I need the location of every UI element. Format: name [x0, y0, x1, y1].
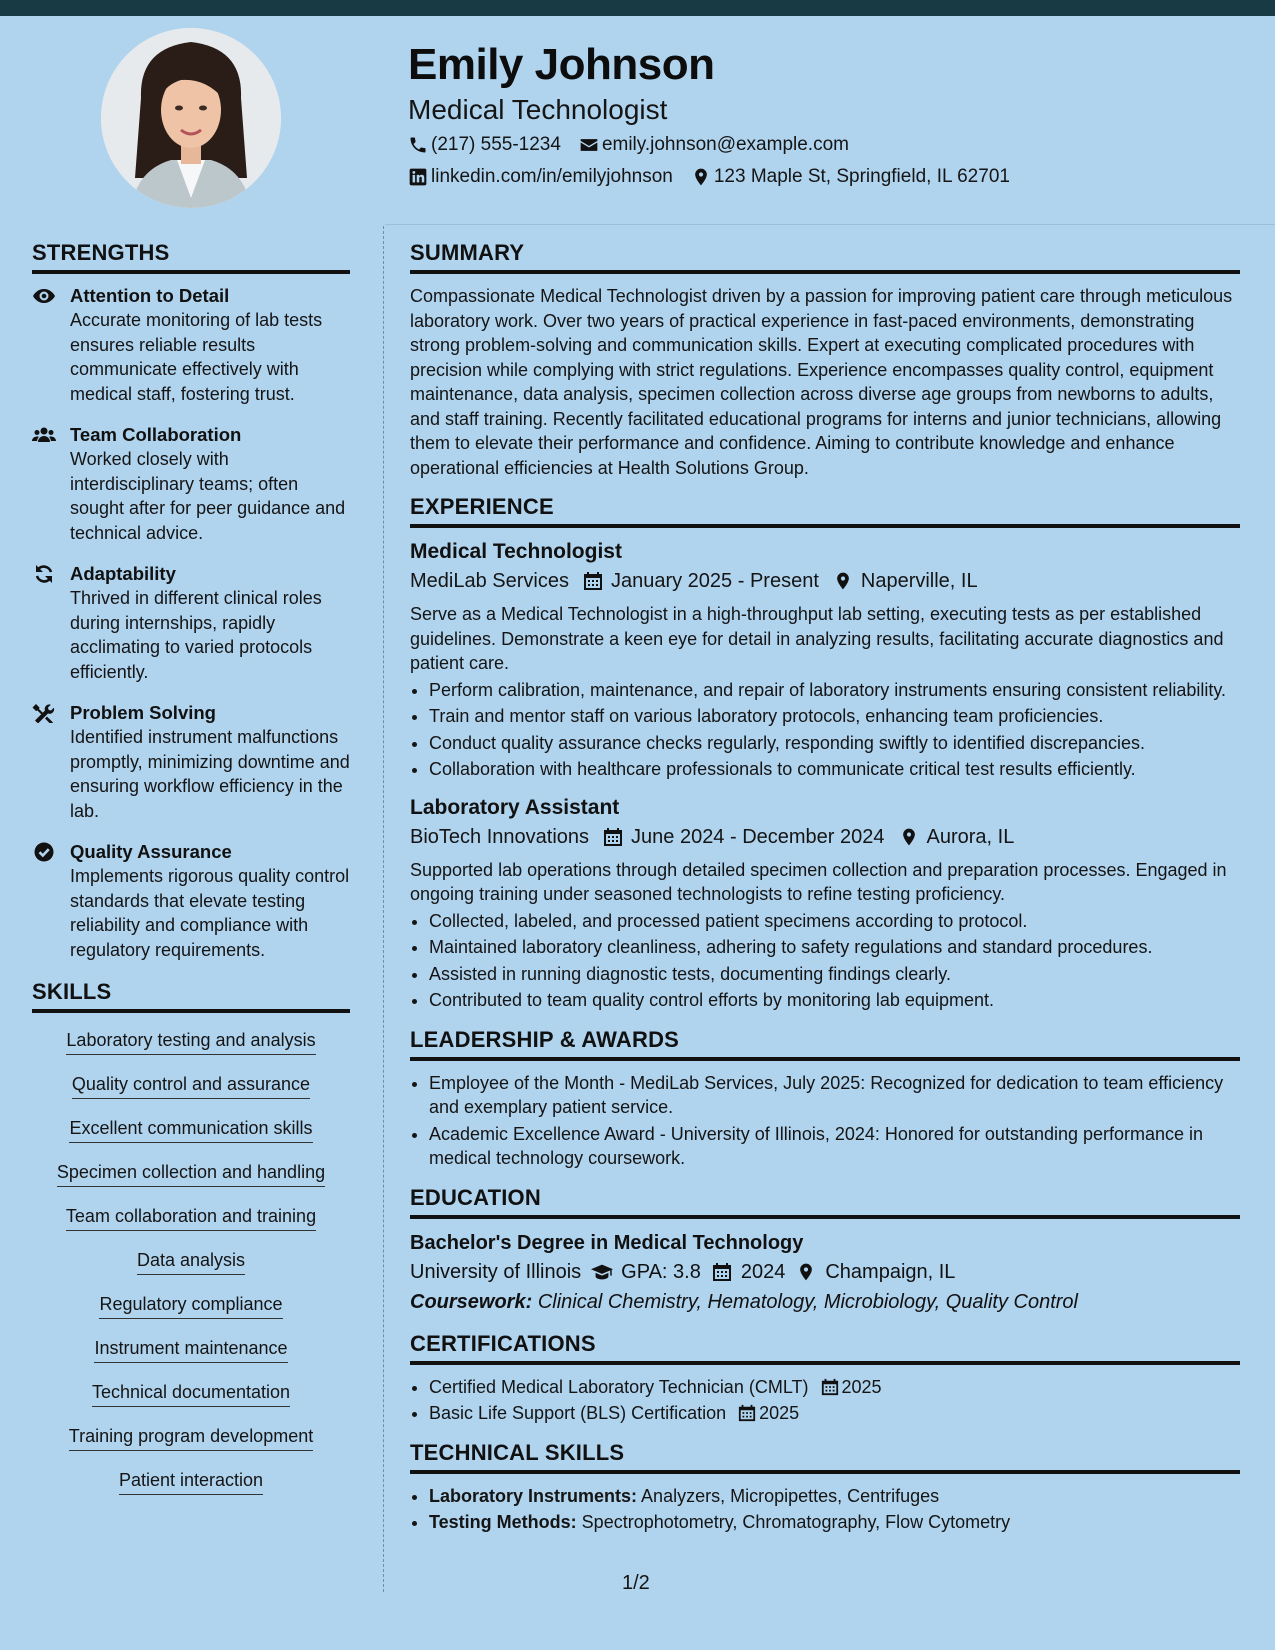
- strength-item: [32, 562, 350, 684]
- map-marker-icon: [795, 1262, 817, 1282]
- strengths-heading: STRENGTHS: [32, 240, 350, 274]
- list-item: • Perform calibration, maintenance, and repair of laboratory instruments ensuring consistent reliability.: [429, 678, 1240, 703]
- school-name: University of Illinois: [410, 1260, 582, 1283]
- skill-item: Data analysis: [137, 1250, 245, 1275]
- skill-item: Training program development: [69, 1426, 313, 1451]
- profile-photo: [101, 28, 281, 208]
- tech-value: Analyzers, Micropipettes, Centrifuges: [641, 1485, 940, 1506]
- education-meta: [410, 1257, 1240, 1287]
- calendar-icon: [738, 1404, 756, 1422]
- skill-item: Instrument maintenance: [94, 1338, 287, 1363]
- graduation-cap-icon: [591, 1262, 613, 1282]
- graduation-year: 2024: [740, 1260, 786, 1283]
- technical-skills-heading: TECHNICAL SKILLS: [410, 1440, 1240, 1474]
- job-meta: [410, 566, 1240, 596]
- strength-desc: Accurate monitoring of lab tests ensures reliable results communicate effectively with medical staff, fostering trust.: [70, 310, 323, 404]
- map-marker-icon: [691, 167, 711, 187]
- job-title: Medical Technologist: [408, 94, 668, 125]
- users-icon: [32, 425, 56, 445]
- email-text: emily.johnson@example.com: [601, 134, 849, 155]
- skills-list: [32, 1023, 350, 1495]
- tech-value: Spectrophotometry, Chromatography, Flow Cytometry: [581, 1512, 1011, 1532]
- skill-item: Quality control and assurance: [72, 1074, 310, 1099]
- address-text: 123 Maple St, Springfield, IL 62701: [713, 166, 1010, 187]
- summary-heading: SUMMARY: [410, 240, 1240, 274]
- strength-desc: Implements rigorous quality control standards that elevate testing reliability and compliance with regulatory requirements.: [70, 866, 350, 960]
- list-item: • Assisted in running diagnostic tests, documenting findings clearly.: [429, 962, 1240, 987]
- map-marker-icon: [833, 571, 853, 591]
- skill-item: Patient interaction: [119, 1470, 263, 1495]
- strength-desc: Identified instrument malfunctions promptly, minimizing downtime and ensuring workflow efficiency in the lab.: [70, 727, 350, 821]
- job-company: BioTech Innovations: [410, 825, 590, 848]
- cert-name: • Basic Life Support (BLS) Certification: [429, 1403, 727, 1423]
- strength-title: Problem Solving: [70, 702, 216, 723]
- phone-item[interactable]: [408, 134, 561, 156]
- cert-year: 2025: [841, 1376, 882, 1397]
- tools-icon: [32, 703, 56, 723]
- contact-row-2: [408, 166, 1028, 188]
- job-dates: January 2025 - Present: [610, 570, 819, 592]
- job-entry: [410, 794, 1240, 1013]
- school-location: Champaign, IL: [825, 1260, 956, 1283]
- envelope-icon: [579, 135, 599, 155]
- header-divider: [385, 224, 1275, 225]
- job-meta: [410, 822, 1240, 852]
- list-item: • Train and mentor staff on various laboratory protocols, enhancing team proficiencies.: [429, 704, 1240, 729]
- right-column: [410, 240, 1240, 1537]
- list-item: • Conduct quality assurance checks regularly, responding swiftly to identified discrepancies.: [429, 731, 1240, 756]
- calendar-icon: [821, 1378, 839, 1396]
- strength-item: [32, 701, 350, 823]
- job-position: Laboratory Assistant: [410, 795, 620, 819]
- list-item: • Collaboration with healthcare professionals to communicate critical test results efficiently.: [429, 757, 1240, 782]
- list-item: • Maintained laboratory cleanliness, adhering to safety regulations and standard procedures.: [429, 935, 1240, 960]
- job-company: MediLab Services: [410, 570, 569, 592]
- top-bar: [0, 0, 1275, 16]
- job-description: Supported lab operations through detailed specimen collection and preparation processes. Engaged in ongoing training under seasoned technologists to refine testing proficiency.: [410, 859, 1227, 904]
- gpa: GPA: 3.8: [621, 1260, 701, 1283]
- list-item: [429, 1484, 1240, 1509]
- skill-item: Technical documentation: [92, 1382, 290, 1407]
- certifications-list: [410, 1375, 1240, 1426]
- job-location: Aurora, IL: [926, 825, 1015, 848]
- linkedin-item[interactable]: [408, 166, 673, 188]
- education-heading: EDUCATION: [410, 1185, 1240, 1219]
- strength-desc: Thrived in different clinical roles during internships, rapidly acclimating to varied protocols efficiently.: [70, 588, 322, 682]
- skill-item: Regulatory compliance: [99, 1294, 282, 1319]
- list-item: [429, 1510, 1240, 1535]
- strength-desc: Worked closely with interdisciplinary teams; often sought after for peer guidance and technical advice.: [70, 449, 346, 543]
- tech-label: Testing Methods:: [429, 1512, 577, 1532]
- cert-year: 2025: [759, 1403, 800, 1423]
- awards-heading: LEADERSHIP & AWARDS: [410, 1027, 1240, 1061]
- coursework: [410, 1287, 1240, 1317]
- tech-label: Laboratory Instruments:: [429, 1485, 638, 1506]
- strength-title: Quality Assurance: [70, 841, 232, 862]
- cert-name: • Certified Medical Laboratory Technician (CMLT): [429, 1376, 809, 1397]
- summary-text: Compassionate Medical Technologist driven by a passion for improving patient care through meticulous laboratory work. Over two years of practical experience in fast-paced environments, demonstrating strong problem-solving and communication skills. Expert at executing complicated procedures with precision while complying with strict regulations. Experience encompasses quality control, equipment maintenance, data analysis, specimen collection across diverse age groups from newborns to adults, and staff training. Recently facilitated educational programs for interns and junior technicians, allowing them to elevate their performance and confidence. Aiming to contribute knowledge and enhance operational efficiencies at Health Solutions Group.: [410, 286, 1233, 478]
- awards-list: [410, 1071, 1240, 1171]
- calendar-icon: [603, 827, 623, 847]
- check-circle-icon: [32, 842, 56, 862]
- linkedin-icon: [408, 167, 428, 187]
- skill-item: Specimen collection and handling: [57, 1162, 325, 1187]
- candidate-name: Emily Johnson: [408, 40, 715, 89]
- sync-icon: [32, 564, 56, 584]
- strength-item: [32, 423, 350, 545]
- degree-title: Bachelor's Degree in Medical Technology: [410, 1231, 804, 1254]
- list-item: • Academic Excellence Award - University of Illinois, 2024: Honored for outstanding performance in medical technology coursework.: [429, 1122, 1240, 1171]
- skill-item: Laboratory testing and analysis: [66, 1030, 315, 1055]
- linkedin-text: linkedin.com/in/emilyjohnson: [431, 166, 673, 187]
- page-number: 1/2: [622, 1572, 650, 1594]
- strength-item: [32, 284, 350, 406]
- job-location: Naperville, IL: [860, 570, 978, 592]
- job-description: Serve as a Medical Technologist in a high-throughput lab setting, executing tests as per established guidelines. Demonstrate a keen eye for detail in analyzing results, facilitating accurate diagnostics and patient care.: [410, 604, 1224, 673]
- eye-icon: [32, 286, 56, 306]
- phone-icon: [408, 135, 428, 155]
- column-divider: [383, 226, 384, 1592]
- coursework-label: Coursework:: [410, 1290, 533, 1313]
- strength-title: Adaptability: [70, 563, 176, 584]
- skill-item: Excellent communication skills: [69, 1118, 312, 1143]
- strength-item: [32, 840, 350, 962]
- job-bullets: [410, 678, 1240, 782]
- address-item: [691, 166, 1010, 188]
- experience-heading: EXPERIENCE: [410, 494, 1240, 528]
- coursework-list: Clinical Chemistry, Hematology, Microbiology, Quality Control: [537, 1290, 1078, 1313]
- list-item: [429, 1401, 1240, 1426]
- list-item: • Collected, labeled, and processed patient specimens according to protocol.: [429, 909, 1240, 934]
- certifications-heading: CERTIFICATIONS: [410, 1331, 1240, 1365]
- calendar-icon: [711, 1262, 733, 1282]
- job-entry: [410, 538, 1240, 782]
- contact-row-1: [408, 134, 867, 156]
- strength-title: Team Collaboration: [70, 424, 242, 445]
- map-marker-icon: [899, 827, 919, 847]
- technical-skills-list: [410, 1484, 1240, 1535]
- strength-title: Attention to Detail: [70, 285, 230, 306]
- left-column: [32, 240, 350, 1495]
- skill-item: Team collaboration and training: [66, 1206, 316, 1231]
- email-item[interactable]: [579, 134, 849, 156]
- job-bullets: [410, 909, 1240, 1013]
- skills-heading: SKILLS: [32, 979, 350, 1013]
- phone-text: (217) 555-1234: [431, 134, 561, 155]
- job-dates: June 2024 - December 2024: [631, 825, 885, 848]
- job-position: Medical Technologist: [410, 540, 622, 563]
- list-item: • Employee of the Month - MediLab Services, July 2025: Recognized for dedication to team efficiency and exemplary patient service.: [429, 1071, 1240, 1120]
- list-item: [429, 1375, 1240, 1400]
- list-item: • Contributed to team quality control efforts by monitoring lab equipment.: [429, 988, 1240, 1013]
- calendar-icon: [583, 571, 603, 591]
